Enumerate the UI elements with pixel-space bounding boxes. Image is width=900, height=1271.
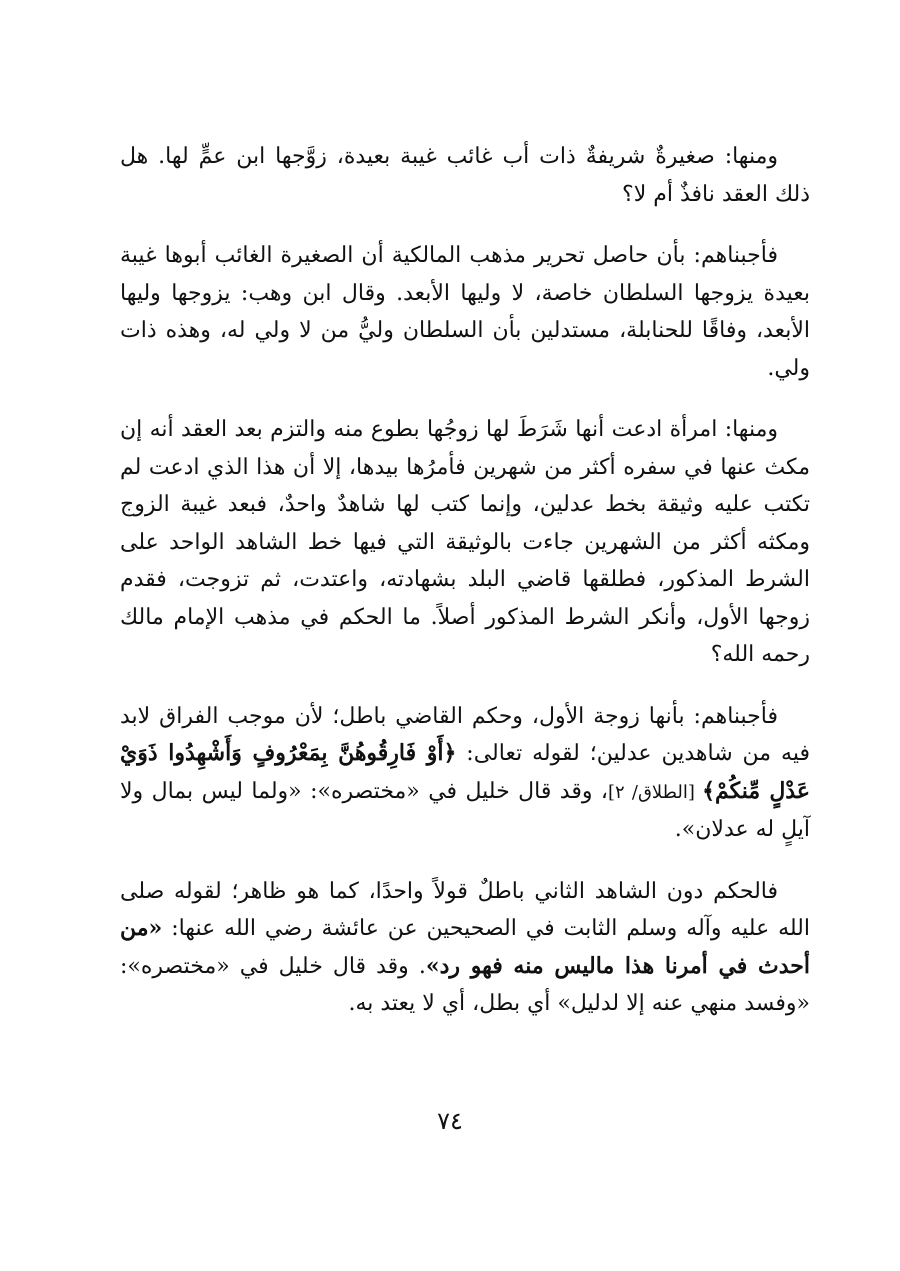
- paragraph-question-2: [120, 411, 810, 674]
- paragraph-text: فالحكم دون الشاهد الثاني باطلٌ قولاً واحدًا، كما هو ظاهر؛ لقوله صلى الله عليه وآله وسلم الثابت في الصحيحين عن عائشة رضي الله عنها:: [120, 878, 810, 941]
- verse-reference: [الطلاق/ ٢]: [608, 781, 703, 803]
- page-number: ٧٤: [437, 1107, 463, 1135]
- quran-verse: ﴿أَوْ فَارِقُوهُنَّ بِمَعْرُوفٍ وَأَشْهِدُوا ذَوَيْ عَدْلٍ مِّنكُمْ﴾: [120, 740, 810, 804]
- paragraph-text: . وقد قال خليل في «مختصره»: «وفسد منهي عنه إلا لدليل» أي بطل، أي لا يعتد به.: [120, 953, 810, 1016]
- paragraph-text: فأجبناهم: بأن حاصل تحرير مذهب المالكية أن الصغيرة الغائب أبوها غيبة بعيدة يزوجها السلطان خاصة، لا وليها الأبعد. وقال ابن وهب: يزوجها وليها الأبعد، وفاقًا للحنابلة، مستدلين بأن السلطان وليُّ من لا ولي له، وهذه ذات ولي.: [120, 243, 810, 381]
- paragraph-text: ومنها: امرأة ادعت أنها شَرَطَ لها زوجُها بطوع منه والتزم بعد العقد أنه إن مكث عنها في سفره أكثر من شهرين فأمرُها بيدها، إلا أن هذا الذي ادعت لم تكتب عليه وثيقة بخط عدلين، وإنما كتب لها شاهدٌ واحدٌ، فبعد غيبة الزوج ومكثه أكثر من الشهرين جاءت بالوثيقة التي فيها خط الشاهد الواحد على الشرط المذكور، فطلقها قاضي البلد بشهادته، واعتدت، ثم تزوجت، فقدم زوجها الأول، وأنكر الشرط المذكور أصلاً. ما الحكم في مذهب الإمام مالك رحمه الله؟: [120, 417, 811, 667]
- paragraph-text: ومنها: صغيرةٌ شريفةٌ ذات أب غائب غيبة بعيدة، زوَّجها ابن عمٍّ لها. هل ذلك العقد نافذٌ أم لا؟: [120, 144, 810, 207]
- paragraph-answer-3: [120, 873, 810, 1023]
- paragraph-text: ، وقد قال خليل في «مختصره»: «ولما ليس بمال ولا آيلٍ له عدلان».: [120, 778, 810, 842]
- paragraph-answer-2: [120, 698, 810, 849]
- hadith-quote: «من أحدث في أمرنا هذا ماليس منه فهو رد»: [120, 915, 810, 979]
- paragraph-answer-1: [120, 237, 810, 387]
- paragraph-text: فأجبناهم: بأنها زوجة الأول، وحكم القاضي باطل؛ لأن موجب الفراق لابد فيه من شاهدين عدلين؛ لقوله تعالى:: [120, 703, 810, 766]
- paragraph-question-1: [120, 138, 810, 213]
- page-body: [120, 138, 810, 1047]
